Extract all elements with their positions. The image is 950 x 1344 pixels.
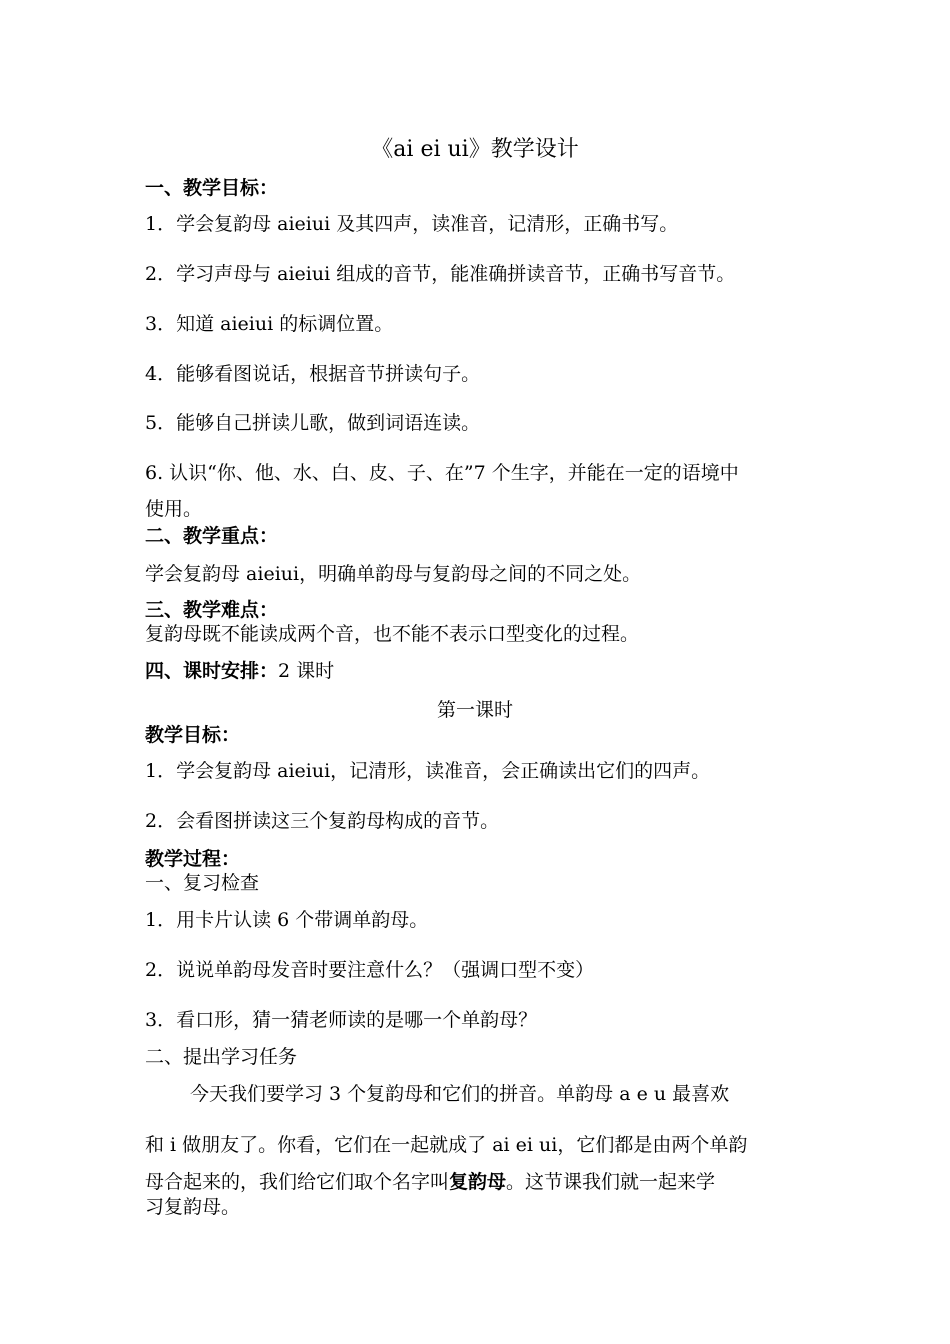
goal-item-2: 2．学习声母与 aieiui 组成的音节，能准确拼读音节，正确书写音节。 xyxy=(145,263,736,285)
paragraph-line-4: 习复韵母。 xyxy=(145,1196,241,1218)
lesson-goals-heading: 教学目标： xyxy=(145,724,241,746)
part1-item-2: 2．说说单韵母发音时要注意什么？（强调口型不变） xyxy=(145,959,595,981)
section-heading-key-points: 二、教学重点： xyxy=(145,525,279,547)
goal-item-4: 4．能够看图说话，根据音节拼读句子。 xyxy=(145,363,481,385)
paragraph-line-1: 今天我们要学习 3 个复韵母和它们的拼音。单韵母 a e u 最喜欢 xyxy=(190,1083,730,1105)
lesson-goal-1: 1．学会复韵母 aieiui，记清形，读准音，会正确读出它们的四声。 xyxy=(145,760,711,782)
paragraph-line-3: 母合起来的，我们给它们取个名字叫复韵母。这节课我们就一起来学 xyxy=(145,1171,716,1193)
part1-item-1: 1．用卡片认读 6 个带调单韵母。 xyxy=(145,909,429,931)
difficulties-text: 复韵母既不能读成两个音，也不能不表示口型变化的过程。 xyxy=(145,623,640,645)
term-compound-finals: 复韵母 xyxy=(449,1171,507,1193)
part2-heading: 二、提出学习任务 xyxy=(145,1046,298,1068)
schedule-value: 2 课时 xyxy=(278,660,335,682)
goal-item-3: 3．知道 aieiui 的标调位置。 xyxy=(145,313,394,335)
goal-item-1: 1．学会复韵母 aieiui 及其四声，读准音，记清形，正确书写。 xyxy=(145,213,679,235)
goal-item-5: 5．能够自己拼读儿歌，做到词语连读。 xyxy=(145,412,481,434)
goal-item-6-cont: 使用。 xyxy=(145,498,203,520)
part1-heading: 一、复习检查 xyxy=(145,872,260,894)
key-points-text: 学会复韵母 aieiui，明确单韵母与复韵母之间的不同之处。 xyxy=(145,563,642,585)
section-schedule xyxy=(145,659,334,683)
paragraph-line-2: 和 i 做朋友了。你看，它们在一起就成了 ai ei ui，它们都是由两个单韵 xyxy=(145,1134,748,1156)
section-heading-schedule: 四、课时安排： xyxy=(145,660,279,682)
process-heading: 教学过程： xyxy=(145,848,241,870)
lesson-goal-2: 2．会看图拼读这三个复韵母构成的音节。 xyxy=(145,810,500,832)
document-title: 《ai ei ui》教学设计 xyxy=(371,137,579,162)
part1-item-3: 3．看口形，猜一猜老师读的是哪一个单韵母？ xyxy=(145,1009,538,1031)
goal-item-6: 6. 认识“你、他、水、白、皮、子、在”7 个生字，并能在一定的语境中 xyxy=(145,462,739,484)
section-heading-goals: 一、教学目标： xyxy=(145,177,279,199)
lesson-title: 第一课时 xyxy=(436,699,513,721)
section-heading-difficulties: 三、教学难点： xyxy=(145,599,279,621)
